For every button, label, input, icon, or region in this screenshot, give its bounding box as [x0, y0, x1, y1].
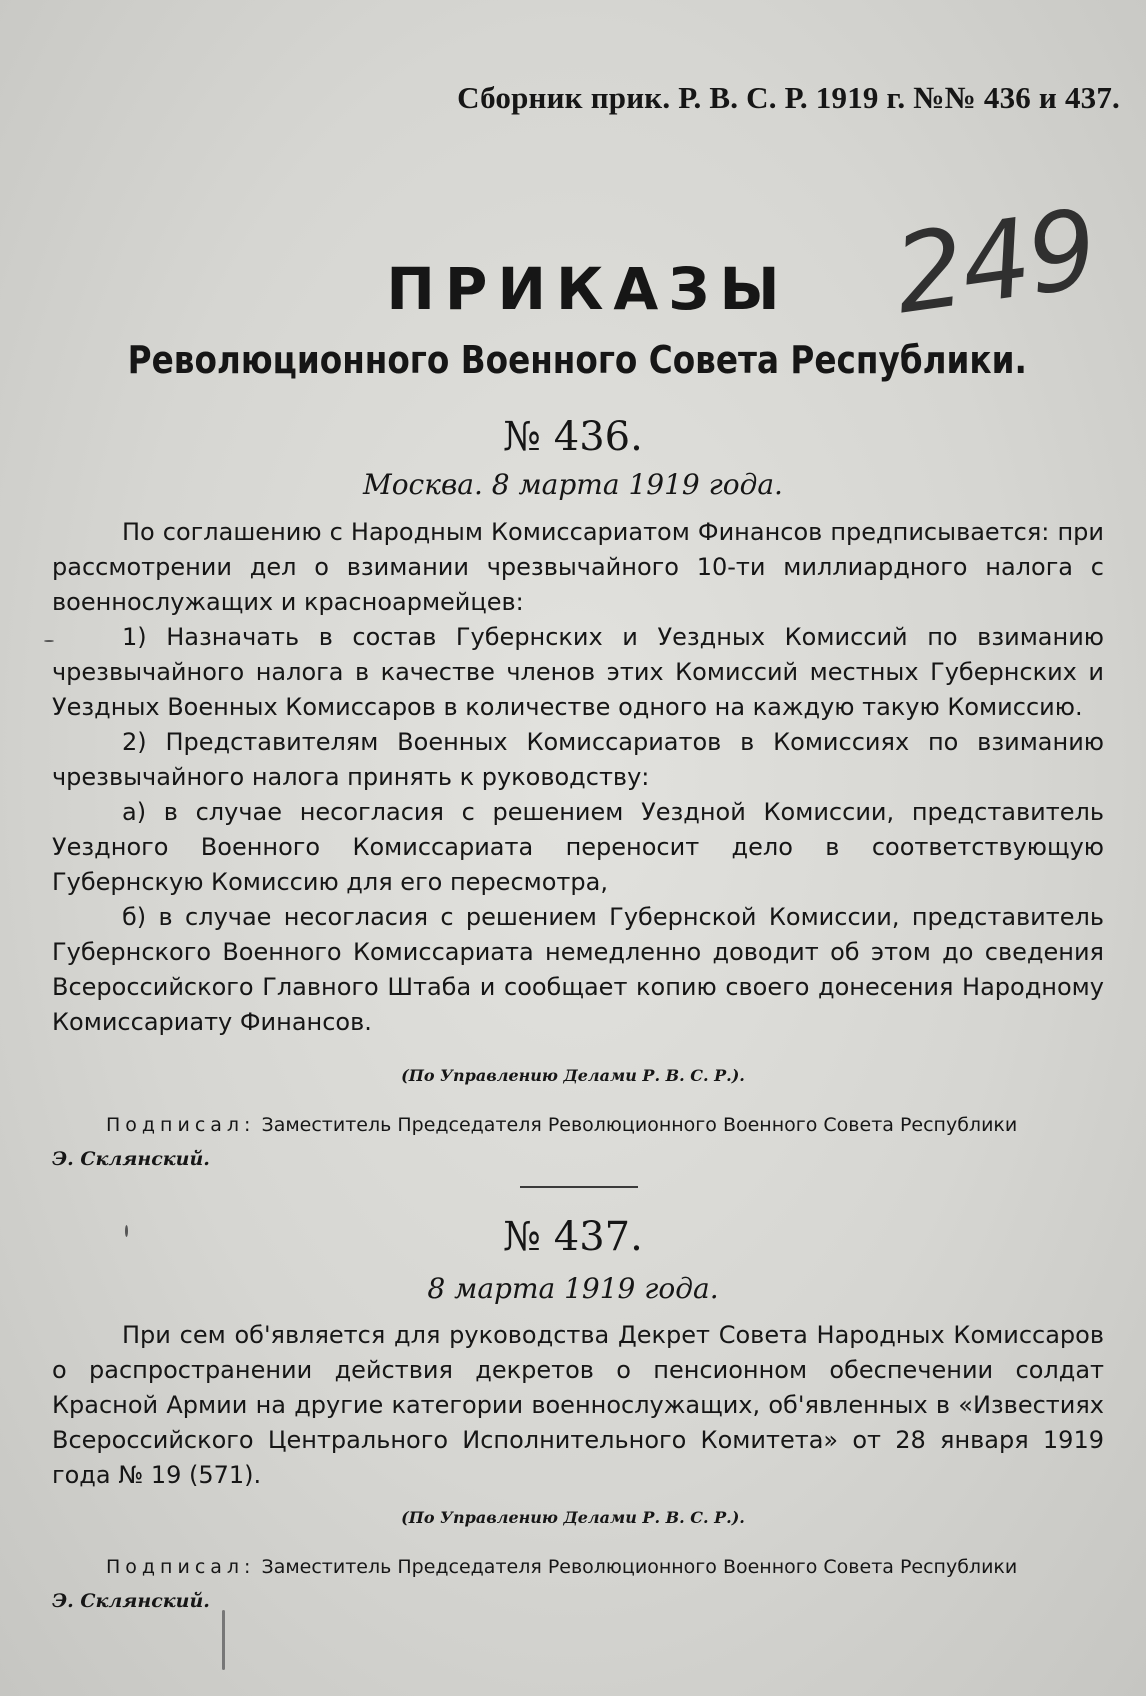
signer-position: Заместитель Председателя Революционного Военного Совета Республики: [261, 1556, 1018, 1578]
document-subtitle: Революционного Военного Совета Республики.: [127, 338, 1027, 382]
signed-label: Подписал:: [106, 1556, 256, 1578]
order-437-date: 8 марта 1919 года.: [427, 1272, 719, 1305]
order-436-point-a: а) в случае несогласия с решением Уездной Комиссии, представитель Уездного Военного Комиссариата переносит дело в соответствующую Губернскую Комиссию для его пересмотра,: [52, 798, 1104, 896]
order-437-text: При сем об'является для руководства Декрет Совета Народных Комиссаров о распространении действия декретов о пенсионном обеспечении солдат Красной Армии на другие категории военнослужащих, об'явленных в «Известиях Всероссийского Центрального Исполнительного Комитета» от 28 января 1919 года № 19 (571).: [52, 1321, 1104, 1489]
signed-label: Подписал:: [106, 1114, 256, 1136]
order-436-body: [52, 515, 1104, 1040]
document-title: ПРИКАЗЫ: [386, 255, 790, 323]
order-437-signature-block: [52, 1550, 1104, 1618]
paper-speck: [125, 1225, 128, 1237]
order-436-date: Москва. 8 марта 1919 года.: [363, 468, 783, 501]
order-437-by-office: (По Управлению Делами Р. В. С. Р.).: [401, 1508, 745, 1527]
order-436-point-1: 1) Назначать в состав Губернских и Уездных Комиссий по взиманию чрезвычайного налога в качестве членов этих Комиссий местных Губернских и Уездных Военных Комиссаров в количестве одного на каждую такую Комиссию.: [52, 623, 1104, 721]
paper-speck: [44, 640, 54, 642]
signer-name: Э. Склянский.: [52, 1148, 210, 1170]
signer-name: Э. Склянский.: [52, 1590, 210, 1612]
order-437-body: [52, 1318, 1104, 1493]
order-436-by-office: (По Управлению Делами Р. В. С. Р.).: [401, 1066, 745, 1085]
section-divider: [520, 1186, 638, 1188]
order-436-intro: По соглашению с Народным Комиссариатом Финансов предписывается: при рассмотрении дел о взимании чрезвычайного 10-ти миллиардного налога с военнослужащих и красноармейцев:: [52, 518, 1104, 616]
order-436-point-b: б) в случае несогласия с решением Губернской Комиссии, представитель Губернского Военного Комиссариата немедленно доводит об этом до сведения Всероссийского Главного Штаба и сообщает копию своего донесения Народному Комиссариату Финансов.: [52, 903, 1104, 1036]
order-437-number: № 437.: [503, 1214, 643, 1260]
collection-header: Сборник прик. Р. В. С. Р. 1919 г. №№ 436 и 437.: [457, 80, 1120, 115]
order-436-number: № 436.: [503, 414, 643, 460]
handwritten-page-number: 249: [887, 186, 1103, 339]
paper-speck: [222, 1610, 225, 1670]
order-436-signature-block: [52, 1108, 1104, 1176]
signer-position: Заместитель Председателя Революционного Военного Совета Республики: [261, 1114, 1018, 1136]
order-436-point-2: 2) Представителям Военных Комиссариатов в Комиссиях по взиманию чрезвычайного налога принять к руководству:: [52, 728, 1104, 791]
